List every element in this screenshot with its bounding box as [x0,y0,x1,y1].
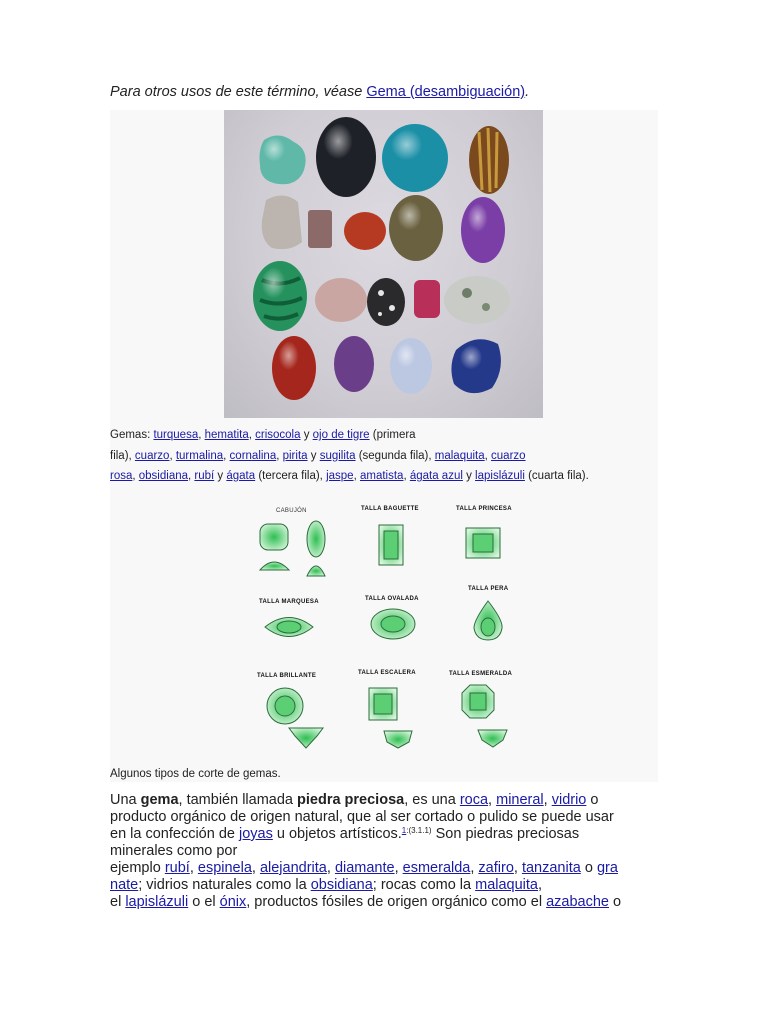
text: Una [110,792,141,808]
caption-text: , [169,449,176,462]
caption-text: , [198,429,205,441]
caption-text: y [214,470,227,482]
link-azabache[interactable]: azabache [546,894,609,910]
link-granate-cont[interactable]: nate [110,877,139,893]
link-zafiro[interactable]: zafiro [478,860,514,876]
cuarzo-stone [262,195,302,249]
reference-1[interactable] [402,826,432,835]
text: , [538,877,543,893]
text: Son piedras preciosas [431,826,580,842]
gem-cuts-diagram[interactable] [245,500,535,760]
label-talla-ovalada: TALLA OVALADA [365,596,419,602]
link-cuarzo-rosa[interactable]: cuarzo [491,449,526,462]
link-obsidiana[interactable]: obsidiana [138,470,188,482]
para-line [110,860,658,877]
link-crisocola[interactable]: crisocola [255,429,301,441]
hatnote-prefix: Para otros usos de este término, véase [110,84,367,100]
link-pirita[interactable]: pirita [282,449,308,462]
caption-text: , [276,449,283,462]
text: el [110,894,126,910]
link-turquesa[interactable]: turquesa [153,429,199,441]
caption-text: , [403,470,410,482]
caption-text: y [300,429,313,441]
link-rubi-text[interactable]: rubí [164,860,190,876]
term-piedra-preciosa: piedra preciosa [297,792,405,808]
caption-text: Gemas: [110,429,154,441]
cornalina-stone [344,212,386,250]
link-malaquita[interactable]: malaquita [434,449,485,462]
link-lapislazuli[interactable]: lapislázuli [475,470,525,482]
link-tanzanita[interactable]: tanzanita [521,860,581,876]
label-talla-brillante: TALLA BRILLANTE [257,673,317,679]
para-line [110,792,658,809]
caption-text: (segunda fila), [355,449,435,462]
para-line [110,826,658,843]
link-amatista[interactable]: amatista [359,470,404,482]
label-talla-esmeralda: TALLA ESMERALDA [449,671,513,677]
link-esmeralda[interactable]: esmeralda [402,860,471,876]
cabujon-square [260,524,288,550]
link-agata[interactable]: ágata [226,470,256,482]
intro-paragraph [110,792,658,911]
link-joyas[interactable]: joyas [238,826,273,842]
link-lapislazuli-text[interactable]: lapislázuli [125,894,189,910]
hatnote [110,84,529,100]
link-cuarzo-rosa-cont[interactable]: rosa [110,470,133,482]
text: , [488,792,497,808]
text: o [580,860,597,876]
link-agata-azul[interactable]: ágata azul [409,470,463,482]
caption-text: y [307,449,320,462]
text: , [543,792,552,808]
cuts-caption: Algunos tipos de corte de gemas. [110,768,281,780]
agata-stone [444,276,510,324]
link-alejandrita[interactable]: alejandrita [259,860,327,876]
link-turmalina[interactable]: turmalina [175,449,224,462]
caption-text: y [462,470,476,482]
text: , [470,860,479,876]
text: ; rocas como la [372,877,476,893]
link-granate[interactable]: gra [596,860,618,876]
text: en la confección de [110,826,239,842]
para-line [110,877,658,894]
label-talla-escalera: TALLA ESCALERA [358,670,416,676]
gemstones-photo[interactable] [224,110,543,418]
text: , [189,860,198,876]
brillante-side [289,728,323,748]
text: , [513,860,522,876]
link-malaquita-text[interactable]: malaquita [475,877,538,893]
reference-link[interactable]: 1 [401,826,407,835]
link-hematita[interactable]: hematita [204,429,249,441]
para-line [110,894,658,911]
link-espinela[interactable]: espinela [197,860,252,876]
link-ojo-de-tigre[interactable]: ojo de tigre [312,429,370,441]
link-sugilita[interactable]: sugilita [319,449,356,462]
cabujon-side [260,562,289,570]
cuarzo-rosa-stone [315,278,367,322]
label-talla-princesa: TALLA PRINCESA [456,506,512,512]
term-gema: gema [140,792,179,808]
reference-page: :(3.1.1) [406,826,432,835]
gemstones-illustration [224,110,543,418]
esmeralda-side [478,730,507,747]
text: , productos fósiles de origen orgánico como el [246,894,547,910]
caption-text: , [248,429,256,441]
amatista-stone [334,336,374,392]
caption-text: fila), [110,449,135,462]
text: ; vidrios naturales como la [138,877,311,893]
para-line: minerales como por [110,843,238,859]
link-jaspe[interactable]: jaspe [326,470,354,482]
hatnote-suffix: . [525,84,530,100]
text: u objetos artísticos. [272,826,402,842]
label-talla-pera: TALLA PERA [468,586,509,592]
label-cabujon: CABUJÓN [276,508,307,514]
caption-text: , [188,470,195,482]
turmalina-stone [308,210,332,248]
cabujon-side-2 [307,566,325,576]
text: o [586,792,599,808]
link-mineral[interactable]: mineral [496,792,544,808]
link-diamante[interactable]: diamante [334,860,395,876]
link-cuarzo[interactable]: cuarzo [134,449,170,462]
link-obsidiana-text[interactable]: obsidiana [310,877,373,893]
caption-text: , [132,470,139,482]
caption-text: (primera [369,429,416,441]
text: , [394,860,403,876]
disambiguation-link[interactable]: Gema (desambiguación) [366,84,526,100]
caption-text: , [353,470,360,482]
text: o [608,894,622,910]
cabujon-oval [307,521,325,557]
link-rubi[interactable]: rubí [194,470,215,482]
text: ejemplo [110,860,165,876]
caption-text: (tercera fila), [255,470,327,482]
link-onix[interactable]: ónix [219,894,247,910]
cuts-shapes [245,500,535,760]
label-talla-marquesa: TALLA MARQUESA [259,599,319,605]
text: , también llamada [178,792,298,808]
caption-text: , [484,449,492,462]
link-cornalina[interactable]: cornalina [229,449,277,462]
rubi-stone [414,280,440,318]
text: , es una [404,792,460,808]
link-roca[interactable]: roca [459,792,489,808]
label-talla-baguette: TALLA BAGUETTE [361,506,419,512]
link-vidrio[interactable]: vidrio [551,792,587,808]
text: , [251,860,260,876]
caption-text: (cuarta fila). [524,470,589,482]
obsidiana-stone [367,278,405,326]
para-line: producto orgánico de origen natural, que al ser cortado o pulido se puede usar [110,809,614,825]
photo-caption [110,425,650,487]
text: o el [188,894,220,910]
text: , [326,860,335,876]
escalera-side [384,731,412,748]
caption-text: , [223,449,230,462]
